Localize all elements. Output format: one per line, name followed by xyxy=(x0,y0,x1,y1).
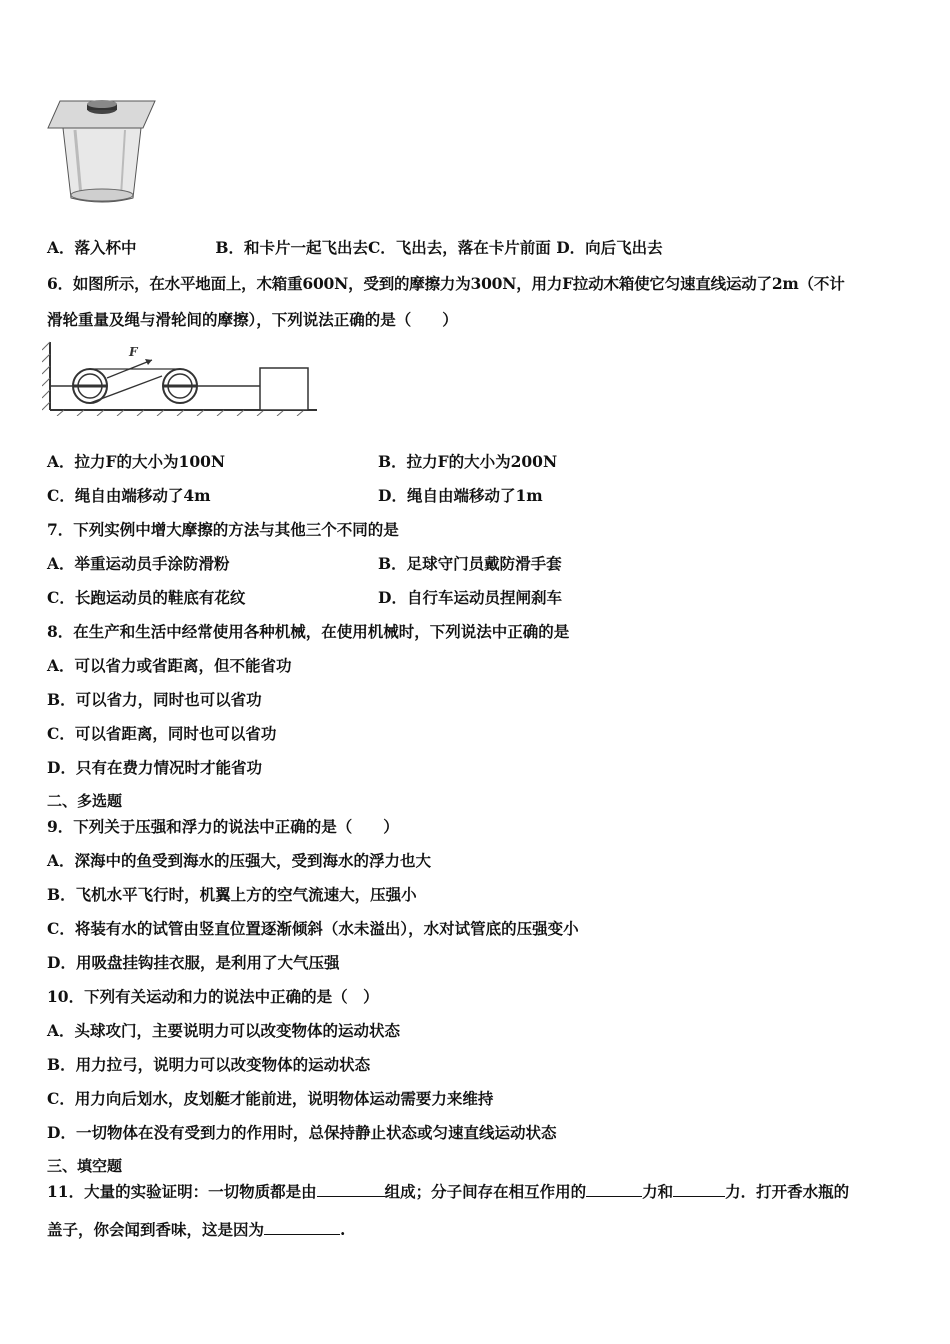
q6-stem-line2: 滑轮重量及绳与滑轮间的摩擦），下列说法正确的是（ ） xyxy=(47,310,458,329)
q6-option-a: A．拉力F的大小为100N xyxy=(47,452,226,471)
q7-option-a: A．举重运动员手涂防滑粉 xyxy=(47,554,230,573)
q5-option-c: C．飞出去，落在卡片前面 xyxy=(367,238,551,257)
q5-options xyxy=(47,236,663,258)
q7-option-d: D．自行车运动员捏闸刹车 xyxy=(378,588,562,607)
q11-part1: 11．大量的实验证明：一切物质都是由 xyxy=(47,1182,317,1201)
q7-option-b: B．足球守门员戴防滑手套 xyxy=(378,554,562,573)
section-multiple-choice: 二、多选题 xyxy=(47,792,123,810)
cup-card-coin-figure xyxy=(45,98,160,210)
q6-option-c: C．绳自由端移动了4m xyxy=(47,486,211,505)
q10-option-d: D．一切物体在没有受到力的作用时，总保持静止状态或匀速直线运动状态 xyxy=(47,1123,557,1142)
q7-stem: 7．下列实例中增大摩擦的方法与其他三个不同的是 xyxy=(47,520,399,539)
q8-option-a: A．可以省力或省距离，但不能省功 xyxy=(47,656,292,675)
q6-stem-line1: 6．如图所示，在水平地面上，木箱重600N，受到的摩擦力为300N，用力F拉动木箱使它匀速直线运动了2m（不计 xyxy=(47,274,845,293)
q10-option-c: C．用力向后划水，皮划艇才能前进，说明物体运动需要力来维持 xyxy=(47,1089,494,1108)
q5-option-b: B．和卡片一起飞出去 xyxy=(215,238,368,257)
q10-stem: 10．下列有关运动和力的说法中正确的是（ ） xyxy=(47,987,379,1006)
pulley-box-figure xyxy=(42,338,322,416)
q11-part4: 力．打开香水瓶的 xyxy=(725,1182,850,1201)
q9-option-a: A．深海中的鱼受到海水的压强大，受到海水的浮力也大 xyxy=(47,851,432,870)
q9-stem: 9．下列关于压强和浮力的说法中正确的是（ ） xyxy=(47,817,399,836)
q6-option-b: B．拉力F的大小为200N xyxy=(378,452,558,471)
q9-option-d: D．用吸盘挂钩挂衣服，是利用了大气压强 xyxy=(47,953,340,972)
q11-part3: 力和 xyxy=(642,1182,674,1201)
q10-option-b: B．用力拉弓，说明力可以改变物体的运动状态 xyxy=(47,1055,371,1074)
q8-option-c: C．可以省距离，同时也可以省功 xyxy=(47,724,277,743)
q11-part5: 盖子，你会闻到香味，这是因为 xyxy=(47,1220,265,1239)
q8-option-d: D．只有在费力情况时才能省功 xyxy=(47,758,262,777)
q8-stem: 8．在生产和生活中经常使用各种机械，在使用机械时，下列说法中正确的是 xyxy=(47,622,570,641)
section-fill-in: 三、填空题 xyxy=(47,1157,123,1175)
q11-blank-4[interactable] xyxy=(264,1220,340,1235)
q11-blank-2[interactable] xyxy=(586,1182,642,1197)
q6-option-d: D．绳自由端移动了1m xyxy=(378,486,543,505)
q9-option-c: C．将装有水的试管由竖直位置逐渐倾斜（水未溢出），水对试管底的压强变小 xyxy=(47,919,579,938)
q11-part6: . xyxy=(340,1220,346,1239)
q7-option-c: C．长跑运动员的鞋底有花纹 xyxy=(47,588,246,607)
q11-part2: 组成；分子间存在相互作用的 xyxy=(384,1182,587,1201)
q5-option-d: D．向后飞出去 xyxy=(556,238,663,257)
q10-option-a: A．头球攻门，主要说明力可以改变物体的运动状态 xyxy=(47,1021,401,1040)
q11-blank-3[interactable] xyxy=(673,1182,725,1197)
q5-option-a: A．落入杯中 xyxy=(47,238,137,257)
q11-line2 xyxy=(47,1218,345,1240)
q11-blank-1[interactable] xyxy=(317,1182,385,1197)
q11-line1 xyxy=(47,1180,849,1202)
force-label: F xyxy=(129,345,138,359)
q9-option-b: B．飞机水平飞行时，机翼上方的空气流速大，压强小 xyxy=(47,885,417,904)
q8-option-b: B．可以省力，同时也可以省功 xyxy=(47,690,262,709)
